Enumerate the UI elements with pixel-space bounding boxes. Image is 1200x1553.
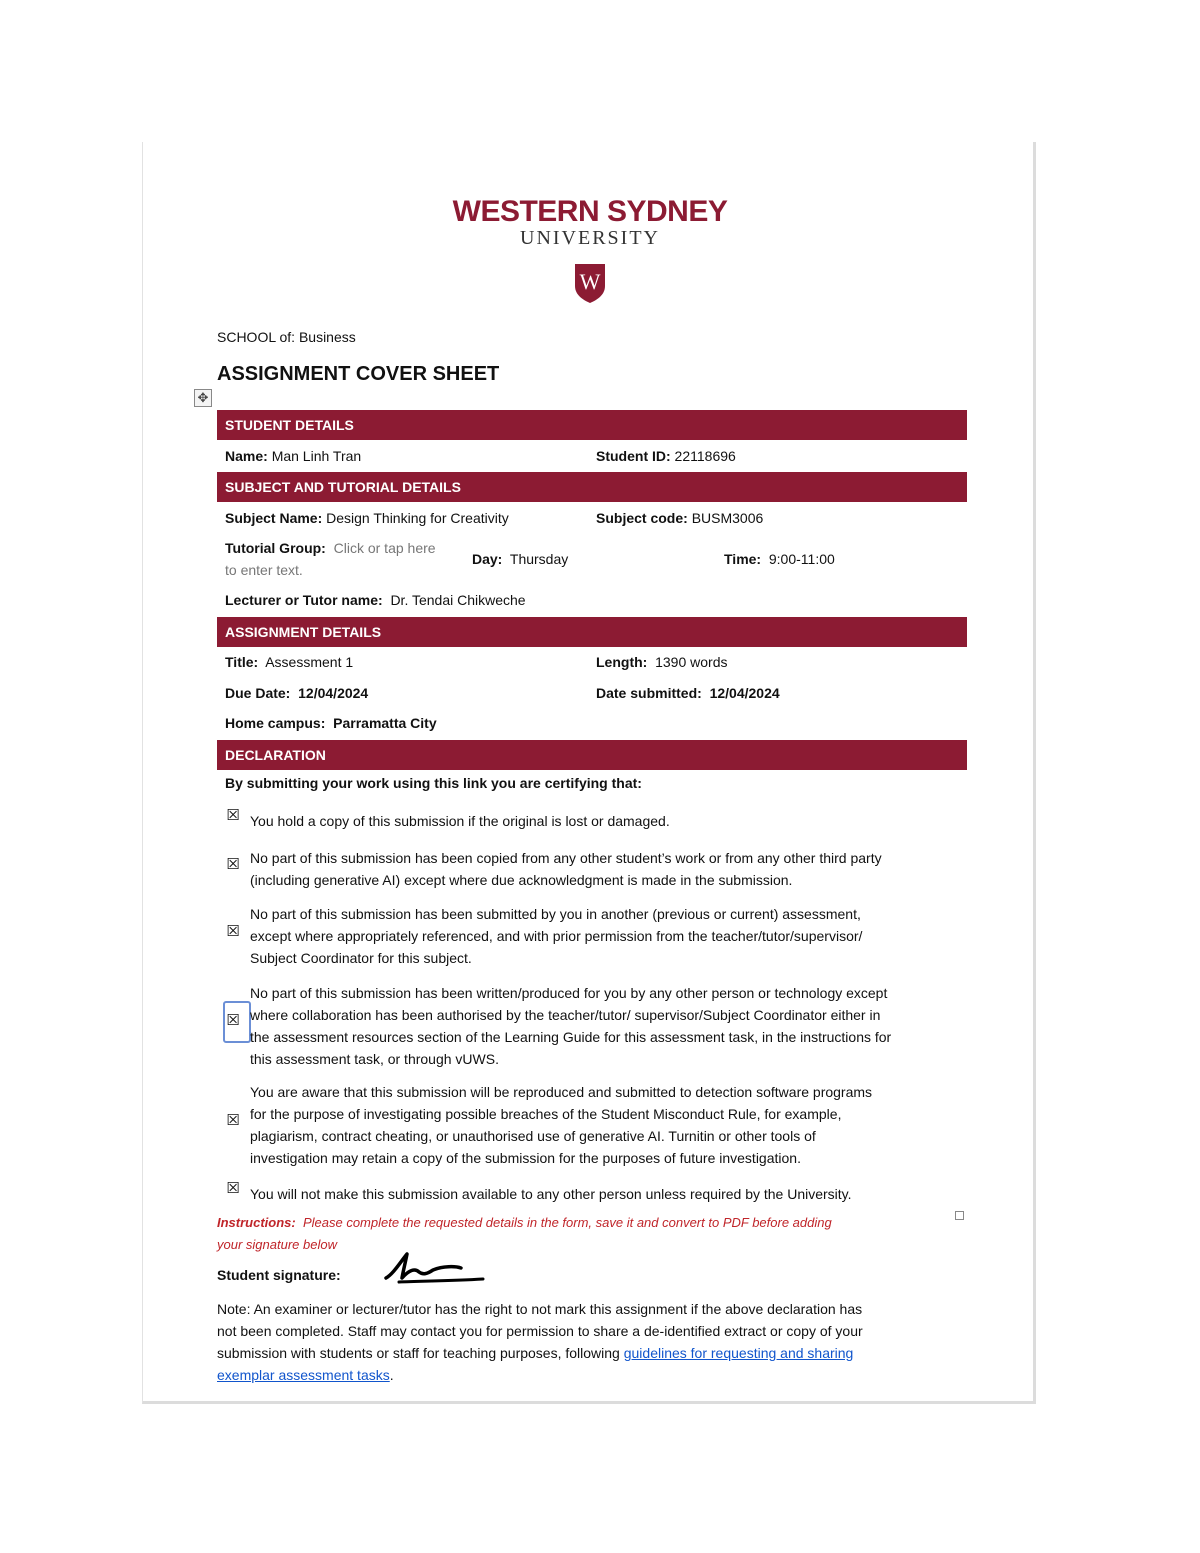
date-submitted-label: Date submitted: <box>596 685 702 701</box>
signature-image <box>381 1248 491 1288</box>
declaration-item-4-line-4: this assessment task, or through vUWS. <box>250 1051 499 1067</box>
time-label: Time: <box>724 551 762 567</box>
declaration-checkbox-4[interactable]: ☒ <box>226 1012 240 1029</box>
declaration-item-3-line-3: Subject Coordinator for this subject. <box>250 950 472 966</box>
home-campus-field[interactable] <box>225 712 437 734</box>
section-declaration: DECLARATION <box>217 740 967 770</box>
declaration-item-3-line-2: except where appropriately referenced, and with prior permission from the teacher/tutor/supervisor/ <box>250 928 863 944</box>
declaration-item-3 <box>250 903 958 969</box>
signature-label: Student signature: <box>217 1267 341 1283</box>
lecturer-field[interactable] <box>225 589 526 611</box>
tutorial-group-placeholder-1: Click or tap here <box>333 540 436 556</box>
logo-subtitle: UNIVERSITY <box>520 227 660 249</box>
lecturer-label: Lecturer or Tutor name: <box>225 592 383 608</box>
assignment-title-value: Assessment 1 <box>265 654 354 670</box>
note-line-3: submission with students or staff for teaching purposes, following <box>217 1345 624 1361</box>
due-date-field[interactable] <box>225 682 368 704</box>
instructions-label: Instructions: <box>217 1215 296 1230</box>
due-date-value: 12/04/2024 <box>298 685 369 701</box>
guidelines-link-part-1: guidelines for requesting and sharing <box>623 1345 854 1361</box>
declaration-checkbox-1[interactable]: ☒ <box>226 807 240 824</box>
subject-name-field[interactable] <box>225 507 509 529</box>
length-field[interactable] <box>596 651 728 673</box>
length-label: Length: <box>596 654 648 670</box>
table-move-handle-icon[interactable]: ✥ <box>194 389 212 407</box>
declaration-item-1-line-1: You hold a copy of this submission if the original is lost or damaged. <box>250 813 670 829</box>
declaration-item-4-line-1: No part of this submission has been written/produced for you by any other person or technology except <box>250 985 888 1001</box>
page-title: ASSIGNMENT COVER SHEET <box>217 363 500 385</box>
note-suffix: . <box>389 1367 394 1383</box>
declaration-item-6 <box>250 1183 958 1205</box>
student-id-value: 22118696 <box>674 448 736 464</box>
date-submitted-value: 12/04/2024 <box>709 685 780 701</box>
declaration-item-4-line-3: the assessment resources section of the Learning Guide for this assessment task, in the instructions for <box>250 1029 892 1045</box>
student-name-field[interactable] <box>225 445 361 467</box>
instructions-line-2: your signature below <box>217 1237 337 1252</box>
subject-name-value: Design Thinking for Creativity <box>326 510 509 526</box>
section-subject-details: SUBJECT AND TUTORIAL DETAILS <box>217 472 967 502</box>
subject-name-label: Subject Name: <box>225 510 323 526</box>
student-name-value: Man Linh Tran <box>271 448 362 464</box>
shield-letter: W <box>579 269 601 294</box>
declaration-item-4-line-2: where collaboration has been authorised by the teacher/tutor/ supervisor/Subject Coordinator either in <box>250 1007 881 1023</box>
note-line-2: not been completed. Staff may contact you for permission to share a de-identified extract or copy of your <box>217 1323 863 1339</box>
declaration-checkbox-2[interactable]: ☒ <box>226 856 240 873</box>
lecturer-value: Dr. Tendai Chikweche <box>390 592 526 608</box>
assignment-title-field[interactable] <box>225 651 353 673</box>
declaration-item-2-line-1: No part of this submission has been copied from any other student’s work or from any other third party <box>250 850 882 866</box>
note-line-1: Note: An examiner or lecturer/tutor has the right to not mark this assignment if the above declaration has <box>217 1301 863 1317</box>
school-line: SCHOOL of: Business <box>217 329 356 345</box>
day-field[interactable] <box>472 548 568 570</box>
student-id-field[interactable] <box>596 445 736 467</box>
document-page <box>142 142 1036 1404</box>
home-campus-label: Home campus: <box>225 715 326 731</box>
declaration-item-5 <box>250 1081 958 1169</box>
declaration-item-5-line-4: investigation may retain a copy of the submission for the purposes of future investigation. <box>250 1150 801 1166</box>
declaration-item-2-line-2: (including generative AI) except where due acknowledgment is made in the submission. <box>250 872 793 888</box>
student-name-label: Name: <box>225 448 268 464</box>
subject-code-value: BUSM3006 <box>691 510 764 526</box>
tutorial-group-field[interactable] <box>225 537 465 581</box>
logo-title: WESTERN SYDNEY <box>452 195 728 228</box>
tutorial-group-placeholder-2: to enter text. <box>225 562 303 578</box>
assignment-title-label: Title: <box>225 654 259 670</box>
declaration-checkbox-3[interactable]: ☒ <box>226 923 240 940</box>
note-paragraph <box>217 1298 947 1386</box>
declaration-item-1 <box>250 810 958 832</box>
declaration-item-5-line-1: You are aware that this submission will be reproduced and submitted to detection software programs <box>250 1084 873 1100</box>
declaration-checkbox-5[interactable]: ☒ <box>226 1112 240 1129</box>
instructions-line-1: Please complete the requested details in the form, save it and convert to PDF before adding <box>302 1215 832 1230</box>
section-student-details: STUDENT DETAILS <box>217 410 967 440</box>
student-id-label: Student ID: <box>596 448 671 464</box>
shield-icon <box>573 262 607 304</box>
section-assignment-details: ASSIGNMENT DETAILS <box>217 617 967 647</box>
declaration-item-5-line-2: for the purpose of investigating possible breaches of the Student Misconduct Rule, for example, <box>250 1106 842 1122</box>
time-field[interactable] <box>724 548 835 570</box>
date-submitted-field[interactable] <box>596 682 780 704</box>
guidelines-link-part-2: exemplar assessment tasks <box>217 1367 390 1383</box>
due-date-label: Due Date: <box>225 685 291 701</box>
declaration-item-3-line-1: No part of this submission has been submitted by you in another (previous or current) assessment, <box>250 906 861 922</box>
tutorial-group-label: Tutorial Group: <box>225 540 326 556</box>
instructions <box>217 1212 937 1256</box>
declaration-item-5-line-3: plagiarism, contract cheating, or unauthorised use of generative AI. Turnitin or other tools of <box>250 1128 816 1144</box>
university-logo <box>143 196 1037 304</box>
declaration-item-2 <box>250 847 958 891</box>
declaration-item-4 <box>250 982 958 1070</box>
day-value: Thursday <box>509 551 569 567</box>
day-label: Day: <box>472 551 503 567</box>
declaration-item-6-line-1: You will not make this submission available to any other person unless required by the University. <box>250 1186 852 1202</box>
subject-code-label: Subject code: <box>596 510 688 526</box>
declaration-checkbox-6[interactable]: ☒ <box>226 1180 240 1197</box>
home-campus-value: Parramatta City <box>333 715 437 731</box>
subject-code-field[interactable] <box>596 507 763 529</box>
time-value: 9:00-11:00 <box>768 551 835 567</box>
declaration-intro: By submitting your work using this link you are certifying that: <box>225 775 642 791</box>
small-square-marker <box>955 1211 964 1220</box>
length-value: 1390 words <box>655 654 728 670</box>
